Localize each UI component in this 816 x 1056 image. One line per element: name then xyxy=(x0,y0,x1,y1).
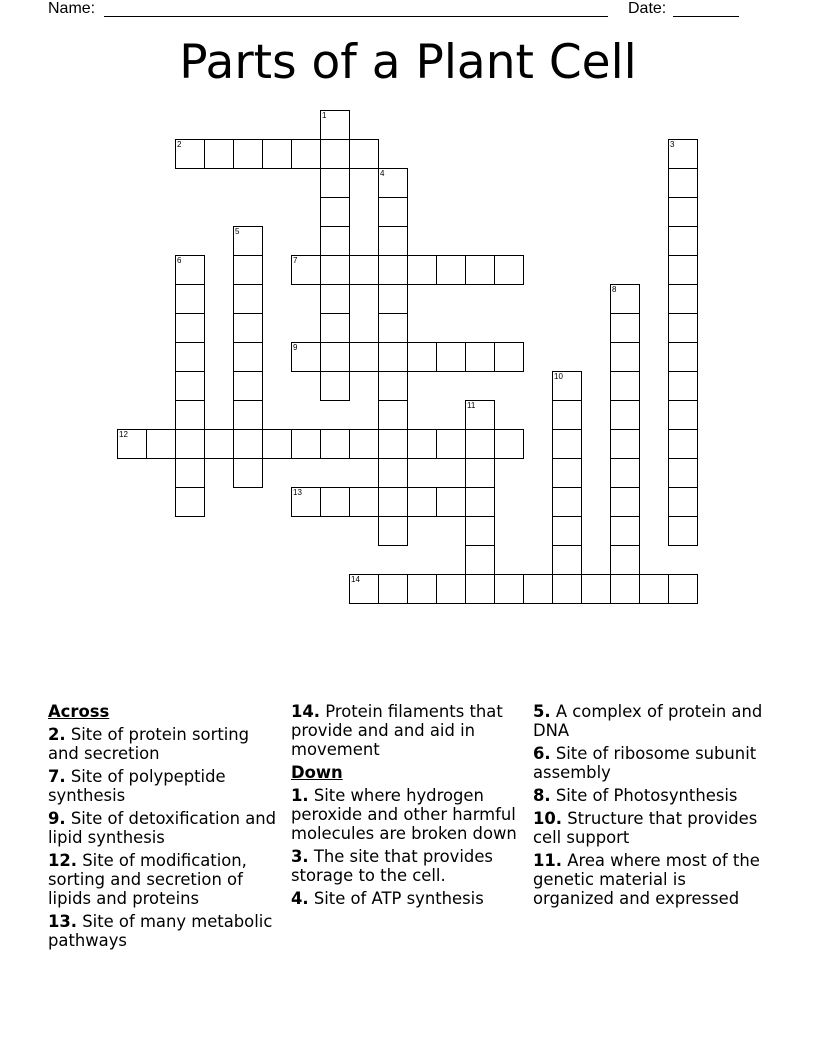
grid-cell[interactable] xyxy=(407,574,437,604)
grid-cell[interactable] xyxy=(668,487,698,517)
grid-cell[interactable] xyxy=(610,313,640,343)
name-label: Name: xyxy=(48,0,96,17)
cell-number: 14 xyxy=(351,575,360,584)
grid-cell[interactable] xyxy=(378,574,408,604)
clue-heading: Down xyxy=(291,763,343,782)
grid-cell[interactable] xyxy=(610,371,640,401)
grid-cell[interactable] xyxy=(204,139,234,169)
grid-cell[interactable] xyxy=(465,458,495,488)
grid-cell[interactable] xyxy=(668,168,698,198)
grid-cell[interactable] xyxy=(436,342,466,372)
grid-cell[interactable] xyxy=(465,516,495,546)
grid-cell[interactable] xyxy=(494,255,524,285)
cell-number: 11 xyxy=(467,401,476,410)
grid-cell[interactable] xyxy=(552,429,582,459)
grid-cell[interactable] xyxy=(175,342,205,372)
clue-number: 6. xyxy=(533,744,551,763)
grid-cell[interactable] xyxy=(436,255,466,285)
grid-cell[interactable] xyxy=(349,487,379,517)
grid-cell[interactable] xyxy=(668,139,698,169)
grid-cell[interactable] xyxy=(320,110,350,140)
grid-cell[interactable] xyxy=(378,458,408,488)
grid-cell[interactable] xyxy=(320,487,350,517)
clue-across-13 xyxy=(48,912,280,950)
grid-cell[interactable] xyxy=(175,458,205,488)
grid-cell[interactable] xyxy=(378,168,408,198)
grid-cell[interactable] xyxy=(523,574,553,604)
grid-cell[interactable] xyxy=(291,139,321,169)
cell-number: 9 xyxy=(293,343,298,352)
grid-cell[interactable] xyxy=(378,342,408,372)
clue-text: Structure that provides cell support xyxy=(533,809,758,847)
clue-number: 12. xyxy=(48,851,78,870)
clue-across-14 xyxy=(291,702,523,759)
grid-cell[interactable] xyxy=(465,574,495,604)
grid-cell[interactable] xyxy=(175,139,205,169)
clue-number: 10. xyxy=(533,809,563,828)
clue-down-5 xyxy=(533,702,765,740)
grid-cell[interactable] xyxy=(610,342,640,372)
grid-cell[interactable] xyxy=(233,400,263,430)
clue-across-9 xyxy=(48,809,280,847)
clue-number: 3. xyxy=(291,847,309,866)
grid-cell[interactable] xyxy=(494,429,524,459)
grid-cell[interactable] xyxy=(610,574,640,604)
grid-cell[interactable] xyxy=(668,197,698,227)
grid-cell[interactable] xyxy=(610,400,640,430)
clue-number: 7. xyxy=(48,767,66,786)
clue-text: Protein filaments that provide and and aid in movement xyxy=(291,702,503,759)
cell-number: 2 xyxy=(177,140,182,149)
clue-text: The site that provides storage to the cell. xyxy=(291,847,493,885)
grid-cell[interactable] xyxy=(494,574,524,604)
grid-cell[interactable] xyxy=(378,255,408,285)
grid-cell[interactable] xyxy=(494,342,524,372)
grid-cell[interactable] xyxy=(349,574,379,604)
clue-down-11 xyxy=(533,851,765,908)
grid-cell[interactable] xyxy=(552,400,582,430)
grid-cell[interactable] xyxy=(668,342,698,372)
grid-cell[interactable] xyxy=(552,371,582,401)
clue-across-7 xyxy=(48,767,280,805)
grid-cell[interactable] xyxy=(552,487,582,517)
clue-number: 13. xyxy=(48,912,78,931)
grid-cell[interactable] xyxy=(262,139,292,169)
grid-cell[interactable] xyxy=(610,487,640,517)
cell-number: 4 xyxy=(380,169,385,178)
clue-text: Site of Photosynthesis xyxy=(550,786,738,805)
grid-cell[interactable] xyxy=(320,284,350,314)
grid-cell[interactable] xyxy=(349,139,379,169)
clue-number: 2. xyxy=(48,725,66,744)
grid-cell[interactable] xyxy=(668,458,698,488)
grid-cell[interactable] xyxy=(668,429,698,459)
grid-cell[interactable] xyxy=(610,429,640,459)
grid-cell[interactable] xyxy=(465,342,495,372)
clue-column-3 xyxy=(533,702,765,912)
grid-cell[interactable] xyxy=(668,284,698,314)
clue-down-6 xyxy=(533,744,765,782)
grid-cell[interactable] xyxy=(610,545,640,575)
date-label: Date: xyxy=(628,0,667,17)
grid-cell[interactable] xyxy=(320,313,350,343)
grid-cell[interactable] xyxy=(349,342,379,372)
grid-cell[interactable] xyxy=(378,429,408,459)
grid-cell[interactable] xyxy=(465,400,495,430)
grid-cell[interactable] xyxy=(407,487,437,517)
grid-cell[interactable] xyxy=(233,226,263,256)
clue-number: 9. xyxy=(48,809,66,828)
grid-cell[interactable] xyxy=(175,400,205,430)
grid-cell[interactable] xyxy=(407,342,437,372)
cell-number: 1 xyxy=(322,111,327,120)
clue-text: Site of ATP synthesis xyxy=(308,889,484,908)
cell-number: 10 xyxy=(554,372,563,381)
clue-down-10 xyxy=(533,809,765,847)
grid-cell[interactable] xyxy=(668,516,698,546)
clue-column-1 xyxy=(48,702,280,954)
grid-cell[interactable] xyxy=(378,284,408,314)
clue-text: Site of many metabolic pathways xyxy=(48,912,273,950)
cell-number: 8 xyxy=(612,285,617,294)
grid-cell[interactable] xyxy=(378,371,408,401)
grid-cell[interactable] xyxy=(465,429,495,459)
grid-cell[interactable] xyxy=(291,487,321,517)
clue-down-4 xyxy=(291,889,523,908)
clue-number: 1. xyxy=(291,786,309,805)
clue-number: 8. xyxy=(533,786,551,805)
grid-cell[interactable] xyxy=(610,284,640,314)
grid-cell[interactable] xyxy=(233,313,263,343)
grid-cell[interactable] xyxy=(378,197,408,227)
grid-cell[interactable] xyxy=(175,487,205,517)
grid-cell[interactable] xyxy=(378,226,408,256)
clue-text: Site where hydrogen peroxide and other harmful molecules are broken down xyxy=(291,786,517,843)
grid-cell[interactable] xyxy=(349,255,379,285)
grid-cell[interactable] xyxy=(320,139,350,169)
grid-cell[interactable] xyxy=(233,429,263,459)
cell-number: 5 xyxy=(235,227,240,236)
grid-cell[interactable] xyxy=(552,545,582,575)
grid-cell[interactable] xyxy=(465,255,495,285)
grid-cell[interactable] xyxy=(349,429,379,459)
clue-text: Site of protein sorting and secretion xyxy=(48,725,250,763)
grid-cell[interactable] xyxy=(291,429,321,459)
grid-cell[interactable] xyxy=(668,226,698,256)
clue-column-2 xyxy=(291,702,523,912)
grid-cell[interactable] xyxy=(233,255,263,285)
clue-heading: Across xyxy=(48,702,110,721)
grid-cell[interactable] xyxy=(320,255,350,285)
clue-down-3 xyxy=(291,847,523,885)
grid-cell[interactable] xyxy=(378,400,408,430)
grid-cell[interactable] xyxy=(175,371,205,401)
grid-cell[interactable] xyxy=(320,371,350,401)
grid-cell[interactable] xyxy=(233,342,263,372)
grid-cell[interactable] xyxy=(175,313,205,343)
cell-number: 3 xyxy=(670,140,675,149)
grid-cell[interactable] xyxy=(436,487,466,517)
grid-cell[interactable] xyxy=(233,284,263,314)
grid-cell[interactable] xyxy=(668,255,698,285)
clue-down-1 xyxy=(291,786,523,843)
grid-cell[interactable] xyxy=(320,226,350,256)
grid-cell[interactable] xyxy=(668,371,698,401)
grid-cell[interactable] xyxy=(436,574,466,604)
grid-cell[interactable] xyxy=(378,516,408,546)
grid-cell[interactable] xyxy=(146,429,176,459)
clue-number: 11. xyxy=(533,851,563,870)
cell-number: 12 xyxy=(119,430,128,439)
grid-cell[interactable] xyxy=(320,168,350,198)
grid-cell[interactable] xyxy=(639,574,669,604)
clue-down-8 xyxy=(533,786,765,805)
grid-cell[interactable] xyxy=(465,545,495,575)
clue-text: Site of modification, sorting and secretion of lipids and proteins xyxy=(48,851,247,908)
grid-cell[interactable] xyxy=(320,342,350,372)
grid-cell[interactable] xyxy=(233,139,263,169)
grid-cell[interactable] xyxy=(668,574,698,604)
grid-cell[interactable] xyxy=(407,429,437,459)
grid-cell[interactable] xyxy=(610,458,640,488)
clue-text: Site of detoxification and lipid synthesis xyxy=(48,809,277,847)
cell-number: 6 xyxy=(177,256,182,265)
grid-cell[interactable] xyxy=(581,574,611,604)
grid-cell[interactable] xyxy=(117,429,147,459)
grid-cell[interactable] xyxy=(436,429,466,459)
grid-cell[interactable] xyxy=(407,255,437,285)
grid-cell[interactable] xyxy=(378,487,408,517)
grid-cell[interactable] xyxy=(320,429,350,459)
clue-text: Site of ribosome subunit assembly xyxy=(533,744,757,782)
clue-across-12 xyxy=(48,851,280,908)
grid-cell[interactable] xyxy=(610,516,640,546)
grid-cell[interactable] xyxy=(233,458,263,488)
grid-cell[interactable] xyxy=(262,429,292,459)
grid-cell[interactable] xyxy=(378,313,408,343)
clue-number: 14. xyxy=(291,702,321,721)
grid-cell[interactable] xyxy=(204,429,234,459)
grid-cell[interactable] xyxy=(552,574,582,604)
grid-cell[interactable] xyxy=(175,429,205,459)
grid-cell[interactable] xyxy=(552,516,582,546)
grid-cell[interactable] xyxy=(291,255,321,285)
clue-text: Area where most of the genetic material is organized and expressed xyxy=(533,851,760,908)
grid-cell[interactable] xyxy=(552,458,582,488)
grid-cell[interactable] xyxy=(465,487,495,517)
cell-number: 13 xyxy=(293,488,302,497)
clue-number: 4. xyxy=(291,889,309,908)
cell-number: 7 xyxy=(293,256,298,265)
grid-cell[interactable] xyxy=(175,284,205,314)
page-title: Parts of a Plant Cell xyxy=(179,35,637,90)
grid-cell[interactable] xyxy=(175,255,205,285)
clue-text: Site of polypeptide synthesis xyxy=(48,767,226,805)
grid-cell[interactable] xyxy=(668,400,698,430)
grid-cell[interactable] xyxy=(233,371,263,401)
clue-across-2 xyxy=(48,725,280,763)
grid-cell[interactable] xyxy=(320,197,350,227)
clue-text: A complex of protein and DNA xyxy=(533,702,763,740)
grid-cell[interactable] xyxy=(668,313,698,343)
clue-number: 5. xyxy=(533,702,551,721)
grid-cell[interactable] xyxy=(291,342,321,372)
